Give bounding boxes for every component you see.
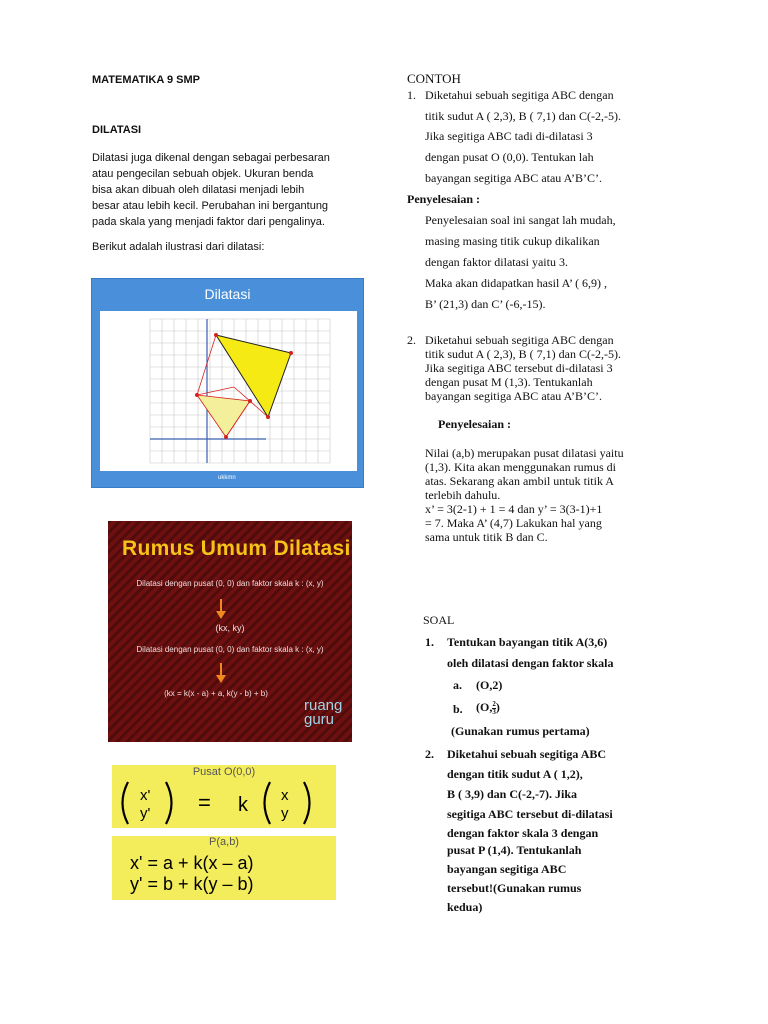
practice2-line: Diketahui sebuah segitiga ABC [447, 747, 607, 761]
practice2-line: B ( 3,9) dan C(-2,-7). Jika [447, 787, 578, 801]
vertex-point [224, 435, 228, 439]
lhs-top: x' [140, 787, 151, 804]
vertex-point [214, 333, 218, 337]
matrix-formula [118, 779, 330, 827]
example1-solution-line: Maka akan didapatkan hasil A’ ( 6,9) , [425, 276, 608, 290]
example2-solution-line: atas. Sekarang akan ambil untuk titik A [425, 474, 614, 488]
scale-factor: k [238, 794, 248, 816]
illustration-brand-logo: ukkmn [218, 475, 236, 481]
practice2-line: pusat P (1,4). Tentukanlah [447, 843, 582, 857]
intro-line: Dilatasi juga dikenal dengan sebagai perbesaran [92, 152, 330, 164]
formula-card-title: Rumus Umum Dilatasi [122, 537, 351, 560]
vertex-point [248, 399, 252, 403]
example1-line: titik sudut A ( 2,3), B ( 7,1) dan C(-2,-5). [425, 109, 621, 123]
vertex-point [289, 351, 293, 355]
down-arrow-icon [216, 599, 226, 619]
formula-card-line: Dilatasi dengan pusat (0, 0) dan faktor skala k : (x, y) [136, 579, 324, 588]
dilation-grid-graphic [100, 311, 357, 471]
coordinate-formula-caption: P(a,b) [209, 836, 239, 848]
example-heading: CONTOH [407, 71, 461, 86]
solution-label: Penyelesaian : [438, 417, 511, 431]
intro-line: atau pengecilan sebuah objek. Ukuran benda [92, 168, 314, 180]
example2-line: Diketahui sebuah segitiga ABC dengan [425, 333, 614, 347]
example-number: 1. [407, 88, 416, 102]
formula-card-result: (kx = k(x - a) + a, k(y - b) + b) [164, 689, 268, 698]
practice2-line: kedua) [447, 900, 483, 914]
matrix-formula-caption: Pusat O(0,0) [192, 766, 256, 778]
logo-text: guru [304, 711, 335, 728]
example1-line: dengan pusat O (0,0). Tentukan lah [425, 150, 594, 164]
lhs-bottom: y' [140, 805, 151, 822]
logo-text: ruang [304, 697, 343, 714]
example2-solution-line: (1,3). Kita akan menggunakan rumus di [425, 460, 616, 474]
down-arrow-icon [216, 663, 226, 683]
example2-solution-line: sama untuk titik B dan C. [425, 530, 548, 544]
topic-heading: DILATASI [92, 124, 142, 136]
practice2-line: tersebut!(Gunakan rumus [447, 881, 582, 895]
example1-solution-line: masing masing titik cukup dikalikan [425, 234, 600, 248]
example2-solution-line: Nilai (a,b) merupakan pusat dilatasi yaitu [425, 446, 624, 460]
example2-line: bayangan segitiga ABC atau A’B’C’. [425, 389, 602, 403]
example-number: 2. [407, 333, 416, 347]
practice1-line: Tentukan bayangan titik A(3,6) [447, 635, 608, 649]
example1-solution-line: dengan faktor dilatasi yaitu 3. [425, 255, 568, 269]
ruangguru-logo [304, 699, 342, 727]
matrix-formula-box [112, 765, 336, 828]
option-label: a. [453, 678, 462, 692]
practice-number: 2. [425, 747, 434, 761]
coordinate-formula-x: x' = a + k(x – a) [130, 853, 254, 873]
example1-line: bayangan segitiga ABC atau A’B’C’. [425, 171, 602, 185]
vertex-point [266, 415, 270, 419]
practice-number: 1. [425, 635, 434, 649]
example2-line: dengan pusat M (1,3). Tentukanlah [425, 375, 593, 389]
option-a: (O,2) [476, 678, 503, 692]
intro-line: bisa akan dibuah oleh dilatasi menjadi lebih [92, 184, 305, 196]
illustration-lead-in: Berikut adalah ilustrasi dari dilatasi: [92, 241, 265, 253]
practice2-line: dengan titik sudut A ( 1,2), [447, 767, 583, 781]
example2-line: Jika segitiga ABC tersebut di-dilatasi 3 [425, 361, 613, 375]
formula-card-result: (kx, ky) [215, 623, 245, 633]
practice-heading: SOAL [423, 613, 455, 627]
practice2-line: dengan faktor skala 3 dengan [447, 826, 599, 840]
example2-solution-line: x’ = 3(2-1) + 1 = 4 dan y’ = 3(3-1)+1 [425, 502, 603, 516]
practice1-hint: (Gunakan rumus pertama) [451, 724, 590, 738]
intro-line: pada skala yang menjadi faktor dari pengalinya. [92, 216, 325, 228]
illustration-title: Dilatasi [204, 286, 251, 302]
dilation-illustration [91, 278, 364, 488]
example1-solution-line: B’ (21,3) dan C’ (-6,-15). [425, 297, 546, 311]
option-label: b. [453, 702, 463, 716]
rhs-bottom: y [281, 805, 289, 822]
example1-solution-line: Penyelesaian soal ini sangat lah mudah, [425, 213, 616, 227]
option-b-prefix: (O, [476, 700, 493, 714]
example1-line: Diketahui sebuah segitiga ABC dengan [425, 88, 614, 102]
document-subject: MATEMATIKA 9 SMP [92, 74, 200, 86]
example2-solution-line: = 7. Maka A’ (4,7) Lakukan hal yang [425, 516, 602, 530]
fraction-denominator: 3 [492, 707, 496, 716]
practice2-line: bayangan segitiga ABC [447, 862, 567, 876]
intro-paragraph [92, 150, 364, 230]
example2-line: titik sudut A ( 2,3), B ( 7,1) dan C(-2,-5). [425, 347, 621, 361]
general-formula-card [108, 521, 352, 742]
fraction-numerator: 2 [492, 699, 496, 708]
practice1-line: oleh dilatasi dengan faktor skala [447, 656, 614, 670]
example2-solution-line: terlebih dahulu. [425, 488, 501, 502]
example1-line: Jika segitiga ABC tadi di-dilatasi 3 [425, 129, 593, 143]
formula-card-line: Dilatasi dengan pusat (0, 0) dan faktor skala k : (x, y) [136, 645, 324, 654]
practice2-line: segitiga ABC tersebut di-dilatasi [447, 807, 613, 821]
intro-line: besar atau lebih kecil. Perubahan ini bergantung [92, 200, 329, 212]
option-b-suffix: ) [495, 700, 500, 714]
coordinate-formula-y: y' = b + k(y – b) [130, 874, 254, 894]
option-b [476, 700, 500, 716]
equals-sign: = [198, 790, 211, 815]
solution-label: Penyelesaian : [407, 192, 480, 206]
coordinate-formula-box [112, 836, 336, 900]
vertex-point [195, 393, 199, 397]
rhs-top: x [281, 787, 289, 804]
